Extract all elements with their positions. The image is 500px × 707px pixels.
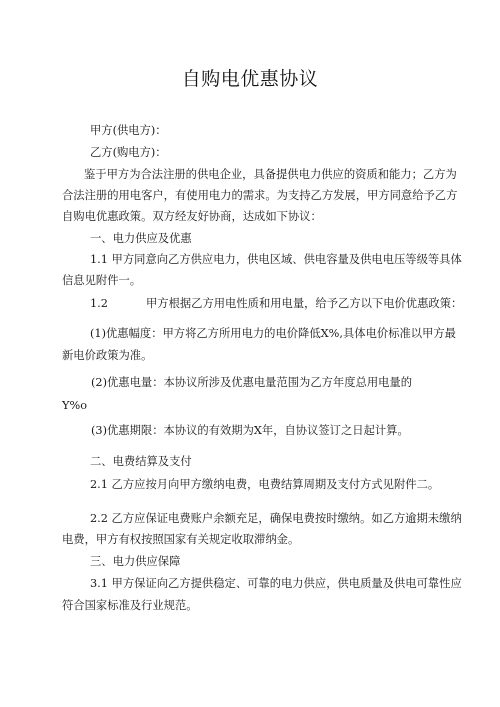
sub-item-line: (2)优惠电量：本协议所涉及优惠电量范围为乙方年度总用电量的: [91, 376, 413, 389]
sub-item-line: (1)优惠幅度：甲方将乙方所用电力的电价降低X%,具体电价标准以甲方最: [90, 327, 456, 340]
clause-line: 1.1 甲方同意向乙方供应电力，供电区域、供电容量及供电电压等级等具体: [90, 253, 462, 266]
intro-line: 鉴于甲方为合法注册的供电企业，具备提供电力供应的资质和能力；乙方为: [84, 168, 457, 181]
clause-line: 电费，甲方有权按照国家有关规定收取滞纳金。: [62, 533, 300, 546]
clause-line: 2.2 乙方应保证电费账户余额充足，确保电费按时缴纳。如乙方逾期未缴纳: [90, 512, 462, 525]
party-b-label: 乙方(购电方)：: [90, 146, 167, 159]
section-heading: 二、电费结算及支付: [90, 455, 192, 468]
intro-line: 合法注册的用电客户，有使用电力的需求。为支持乙方发展，甲方同意给予乙方: [62, 189, 458, 202]
document-title: 自购电优惠协议: [181, 68, 319, 90]
section-heading: 三、电力供应保障: [90, 555, 181, 568]
party-a-label: 甲方(供电方)：: [90, 124, 167, 137]
clause-1-2: [90, 297, 462, 311]
sub-item-line: Y%o: [62, 399, 87, 412]
sub-item-line: (3)优惠期限：本协议的有效期为X年，自协议签订之日起计算。: [91, 424, 409, 437]
clause-line: 信息见附件一。: [62, 274, 142, 287]
clause-line: 2.1 乙方应按月向甲方缴纳电费，电费结算周期及支付方式见附件二。: [90, 478, 440, 491]
clause-line: 符合国家标准及行业规范。: [62, 599, 198, 612]
intro-line: 自购电优惠政策。双方经友好协商，达成如下协议：: [62, 210, 322, 223]
section-heading: 一、电力供应及优惠: [90, 232, 192, 245]
clause-number: 1.2: [90, 297, 108, 310]
clause-line: 3.1 甲方保证向乙方提供稳定、可靠的电力供应，供电质量及供电可靠性应: [90, 577, 462, 590]
sub-item-line: 新电价政策为准。: [62, 349, 153, 362]
clause-text: 甲方根据乙方用电性质和用电量，给予乙方以下电价优惠政策：: [145, 297, 463, 310]
